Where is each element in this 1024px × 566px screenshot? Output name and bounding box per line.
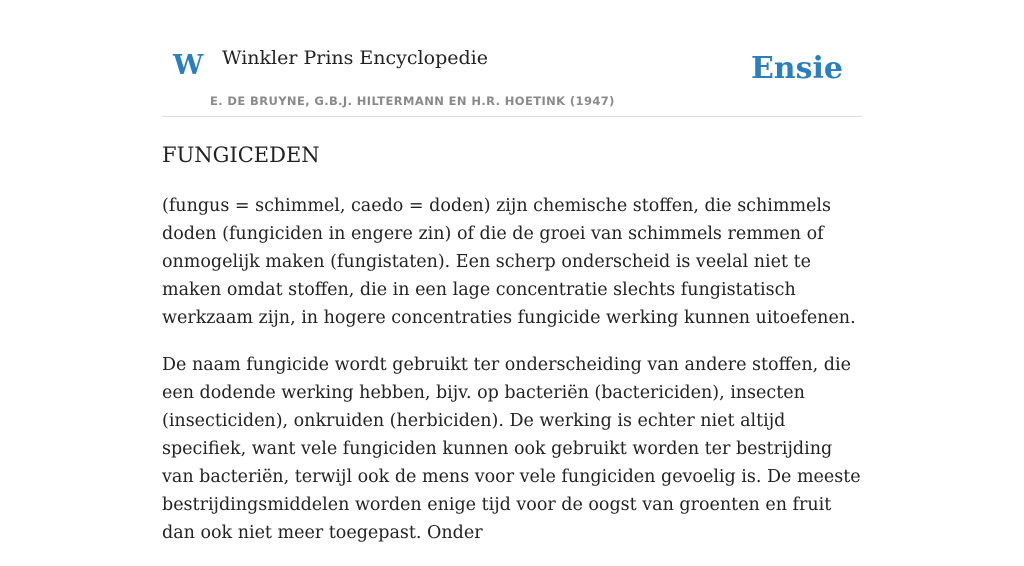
content-column bbox=[162, 0, 862, 543]
winkler-prins-logo-icon: W bbox=[173, 50, 204, 81]
article-paragraph: (fungus = schimmel, caedo = doden) zijn chemische stoffen, die schimmels doden (fungiciden in engere zin) of die de groei van schimmels remmen of onmogelijk maken (fungistaten). Een scherp onderscheid is veelal niet te maken omdat stoffen, die in een lage concentratie slechts fungistatisch werkzaam zijn, in hogere concentraties fungicide werking kunnen uitoefenen. bbox=[162, 196, 856, 328]
source-authors: E. DE BRUYNE, G.B.J. HILTERMANN EN H.R. HOETINK (1947) bbox=[210, 94, 615, 108]
article-body bbox=[162, 192, 866, 566]
source-header bbox=[162, 0, 862, 117]
article-title: FUNGICEDEN bbox=[162, 143, 320, 167]
ensie-brand-link[interactable]: Ensie bbox=[750, 51, 843, 86]
source-title[interactable]: Winkler Prins Encyclopedie bbox=[222, 47, 488, 69]
article-paragraph: De naam fungicide wordt gebruikt ter onderscheiding van andere stoffen, die een dodende werking hebben, bijv. op bacteriën (bactericiden), insecten (insecticiden), onkruiden (herbiciden). De werking is echter niet altijd specifiek, want vele fungiciden kunnen ook gebruikt worden ter bestrijding van bacteriën, terwijl ook de mens voor vele fungiciden gevoelig is. De meeste bestrijdingsmiddelen worden enige tijd voor de oogst van groenten en fruit dan ook niet meer toegepast. Onder bbox=[162, 355, 861, 543]
